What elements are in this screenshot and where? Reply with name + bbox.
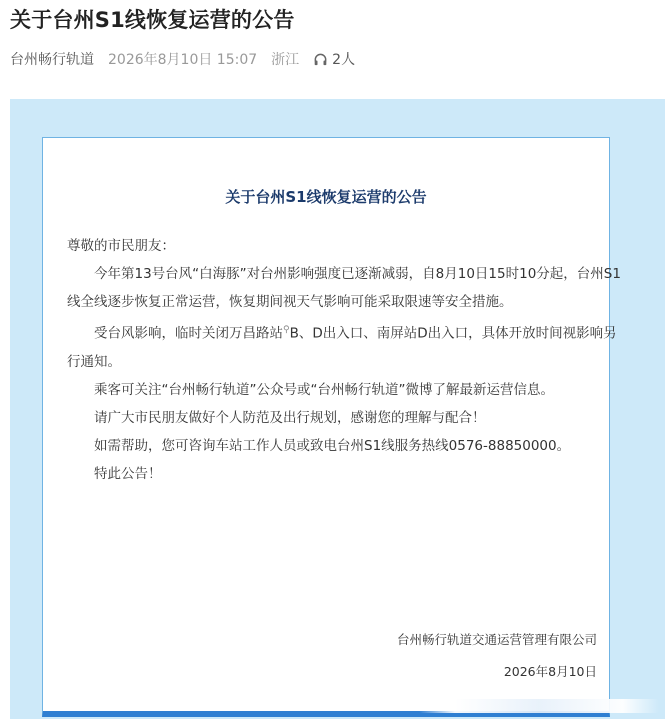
notice-signature (397, 624, 597, 688)
notice-poster-image (10, 99, 665, 719)
article-time: 2026年8月10日 15:07 (108, 52, 258, 68)
location-pin-icon: ⚲ (283, 325, 290, 335)
notice-title: 关于台州S1线恢复运营的公告 (225, 188, 427, 206)
headphones-icon (313, 52, 328, 67)
notice-salutation: 尊敬的市民朋友： (67, 238, 175, 254)
notice-paragraph-2-b: B、D出入口、南屏站D出入口，具体开放时间视影响另行通知。 (67, 325, 617, 370)
listeners-label: 2人 (332, 52, 356, 68)
notice-card (42, 137, 621, 717)
article-region: 浙江 (271, 52, 300, 68)
notice-paragraph-2 (67, 316, 623, 376)
watermark (419, 699, 659, 713)
article-meta (10, 49, 355, 69)
notice-paragraph-6: 特此公告！ (94, 465, 162, 482)
notice-body (67, 232, 623, 488)
signature-org: 台州畅行轨道交通运营管理有限公司 (396, 632, 597, 647)
notice-paragraph-2-a: 受台风影响，临时关闭万昌路站 (94, 325, 283, 342)
article-title: 关于台州S1线恢复运营的公告 (10, 8, 295, 32)
notice-paragraph-4: 请广大市民朋友做好个人防范及出行规划，感谢您的理解与配合！ (94, 409, 486, 426)
listeners-count[interactable] (313, 49, 355, 69)
notice-paragraph-1: 今年第13号台风“白海豚”对台州影响强度已逐渐减弱，自8月10日15时10分起，台州S1线全线逐步恢复正常运营，恢复期间视天气影响可能采取限速等安全措施。 (67, 266, 621, 310)
notice-paragraph-3: 乘客可关注“台州畅行轨道”公众号或“台州畅行轨道”微博了解最新运营信息。 (94, 381, 554, 398)
notice-paragraph-5: 如需帮助，您可咨询车站工作人员或致电台州S1线服务热线0576-88850000。 (94, 437, 571, 454)
signature-date: 2026年8月10日 (503, 664, 597, 679)
article-source[interactable]: 台州畅行轨道 (10, 52, 94, 68)
